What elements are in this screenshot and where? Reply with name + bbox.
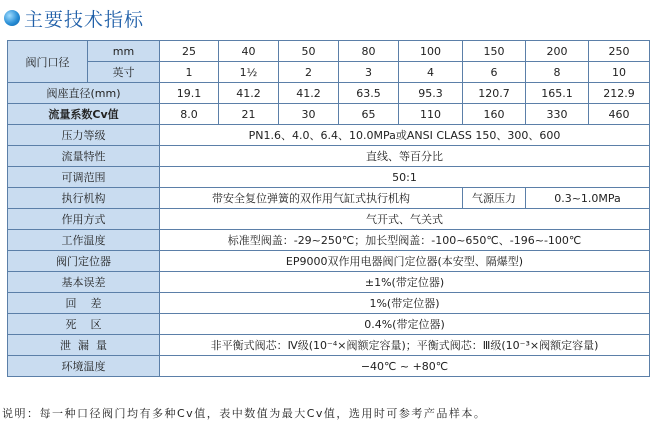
table-row: [8, 209, 650, 230]
action-label: 作用方式: [8, 209, 160, 230]
cv-cell: 330: [526, 104, 589, 125]
mm-cell: 100: [399, 41, 463, 62]
table-row: [8, 272, 650, 293]
actuator-label: 执行机构: [8, 188, 160, 209]
inch-cell: 3: [339, 62, 399, 83]
inch-cell: 1: [160, 62, 219, 83]
mm-cell: 200: [526, 41, 589, 62]
cv-cell: 21: [219, 104, 279, 125]
table-row: [8, 146, 650, 167]
cv-cell: 160: [463, 104, 526, 125]
table-row: [8, 293, 650, 314]
seat-cell: 19.1: [160, 83, 219, 104]
air-pressure-value: 0.3~1.0MPa: [526, 188, 650, 209]
inch-cell: 6: [463, 62, 526, 83]
inch-cell: 2: [279, 62, 339, 83]
page-title: 主要技术指标: [24, 8, 145, 31]
seat-cell: 165.1: [526, 83, 589, 104]
seat-cell: 95.3: [399, 83, 463, 104]
valve-size-label: 阀门口径: [8, 41, 88, 83]
positioner-label: 阀门定位器: [8, 251, 160, 272]
leakage-label: 泄漏量: [60, 339, 114, 352]
table-row: [8, 188, 650, 209]
seat-cell: 41.2: [279, 83, 339, 104]
mm-cell: 25: [160, 41, 219, 62]
table-row: [8, 314, 650, 335]
hysteresis-label: 回差: [65, 297, 116, 310]
table-row: [8, 104, 650, 125]
cv-cell: 8.0: [160, 104, 219, 125]
cv-label: 流量系数Cv值: [8, 104, 160, 125]
cv-cell: 460: [589, 104, 650, 125]
table-row: [8, 125, 650, 146]
table-row: [8, 83, 650, 104]
mm-cell: 50: [279, 41, 339, 62]
seat-cell: 63.5: [339, 83, 399, 104]
pressure-value: PN1.6、4.0、6.4、10.0MPa或ANSI CLASS 150、300、600: [160, 125, 650, 146]
mm-cell: 40: [219, 41, 279, 62]
cv-cell: 30: [279, 104, 339, 125]
mm-label: mm: [88, 41, 160, 62]
seat-cell: 41.2: [219, 83, 279, 104]
flow-char-value: 直线、等百分比: [160, 146, 650, 167]
cv-cell: 110: [399, 104, 463, 125]
temp-value: 标准型阀盖：-29~250℃；加长型阀盖：-100~650℃、-196~-100℃: [160, 230, 650, 251]
footnote: 说明：每一种口径阀门均有多种Cv值，表中数值为最大Cv值，选用时可参考产品样本。: [2, 407, 487, 420]
mm-cell: 80: [339, 41, 399, 62]
positioner-value: EP9000双作用电器阀门定位器(本安型、隔爆型): [160, 251, 650, 272]
ambient-label: 环境温度: [8, 356, 160, 377]
seat-cell: 212.9: [589, 83, 650, 104]
dead-band-label: 死区: [65, 318, 116, 331]
table-row: [8, 356, 650, 377]
table-row: [8, 251, 650, 272]
basic-error-label: 基本误差: [8, 272, 160, 293]
pressure-label: 压力等级: [8, 125, 160, 146]
action-value: 气开式、气关式: [160, 209, 650, 230]
bullet-icon: [4, 10, 20, 26]
inch-cell: 1½: [219, 62, 279, 83]
inch-label: 英寸: [88, 62, 160, 83]
actuator-value: 带安全复位弹簧的双作用气缸式执行机构: [160, 188, 463, 209]
seat-diameter-label: 阀座直径(mm): [8, 83, 160, 104]
mm-cell: 250: [589, 41, 650, 62]
inch-cell: 10: [589, 62, 650, 83]
section-header: [4, 3, 144, 33]
spec-table: [7, 40, 650, 377]
flow-char-label: 流量特性: [8, 146, 160, 167]
table-row: [8, 230, 650, 251]
leakage-value: 非平衡式阀芯：Ⅳ级(10⁻⁴×阀额定容量)；平衡式阀芯：Ⅲ级(10⁻³×阀额定容量): [160, 335, 650, 356]
dead-band-value: 0.4%(带定位器): [160, 314, 650, 335]
table-row: [8, 335, 650, 356]
range-value: 50:1: [160, 167, 650, 188]
inch-cell: 4: [399, 62, 463, 83]
temp-label: 工作温度: [8, 230, 160, 251]
table-row: [8, 41, 650, 62]
ambient-value: −40℃ ~ +80℃: [160, 356, 650, 377]
basic-error-value: ±1%(带定位器): [160, 272, 650, 293]
table-row: [8, 167, 650, 188]
air-pressure-label: 气源压力: [463, 188, 526, 209]
range-label: 可调范围: [8, 167, 160, 188]
cv-cell: 65: [339, 104, 399, 125]
mm-cell: 150: [463, 41, 526, 62]
table-row: [8, 62, 650, 83]
hysteresis-value: 1%(带定位器): [160, 293, 650, 314]
seat-cell: 120.7: [463, 83, 526, 104]
inch-cell: 8: [526, 62, 589, 83]
